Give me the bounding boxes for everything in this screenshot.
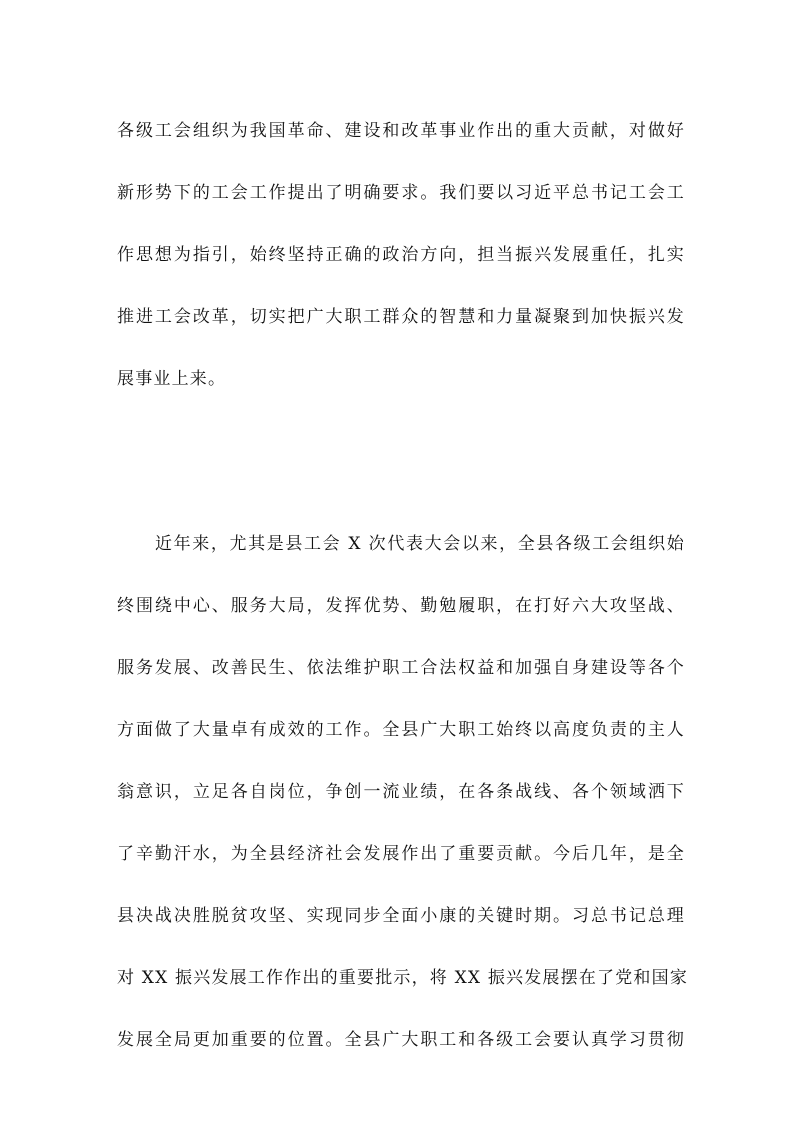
paragraph-line: 县决战决胜脱贫攻坚、实现同步全面小康的关键时期。习总书记总理 (117, 906, 685, 926)
paragraph-line: 作思想为指引，始终坚持正确的政治方向，担当振兴发展重任，扎实 (117, 245, 685, 265)
paragraph-line: 服务发展、改善民生、依法维护职工合法权益和加强自身建设等各个 (117, 658, 685, 678)
paragraph-line: 终围绕中心、服务大局，发挥优势、勤勉履职，在打好六大攻坚战、 (117, 596, 685, 616)
paragraph-line: 各级工会组织为我国革命、建设和改革事业作出的重大贡献，对做好 (117, 121, 685, 141)
paragraph-line: 方面做了大量卓有成效的工作。全县广大职工始终以高度负责的主人 (117, 720, 685, 740)
paragraph-line: 近年来，尤其是县工会 X 次代表大会以来，全县各级工会组织始 (155, 534, 685, 554)
paragraph-2 (117, 530, 689, 1054)
paragraph-line: 推进工会改革，切实把广大职工群众的智慧和力量凝聚到加快振兴发 (117, 307, 685, 327)
paragraph-line: 对 XX 振兴发展工作作出的重要批示，将 XX 振兴发展摆在了党和国家 (117, 968, 689, 988)
paragraph-line: 翁意识，立足各自岗位，争创一流业绩，在各条战线、各个领域洒下 (117, 782, 685, 802)
paragraph-line: 了辛勤汗水，为全县经济社会发展作出了重要贡献。今后几年，是全 (117, 844, 685, 864)
paragraph-line: 发展全局更加重要的位置。全县广大职工和各级工会要认真学习贯彻 (117, 1030, 685, 1050)
paragraph-line: 展事业上来。 (117, 369, 227, 389)
paragraph-line: 新形势下的工会工作提出了明确要求。我们要以习近平总书记工会工 (117, 183, 685, 203)
paragraph-1 (117, 117, 685, 393)
